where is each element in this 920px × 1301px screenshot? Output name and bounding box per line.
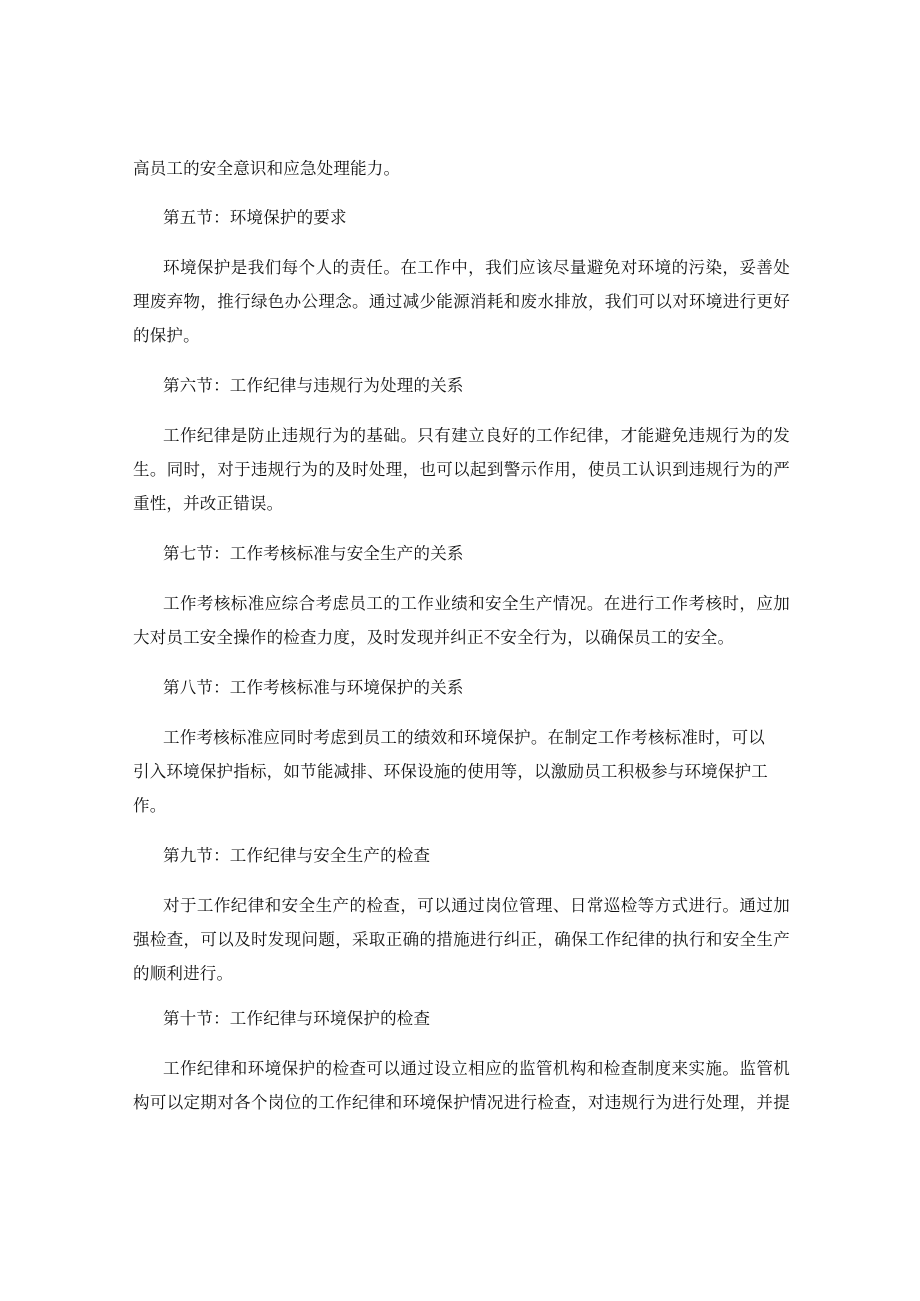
paragraph-line: 作。 bbox=[133, 796, 167, 815]
paragraph-line: 工作纪律是防止违规行为的基础。只有建立良好的工作纪律，才能避免违规行为的发 bbox=[163, 426, 790, 445]
paragraph-line: 强检查，可以及时发现问题，采取正确的措施进行纠正，确保工作纪律的执行和安全生产 bbox=[133, 930, 790, 949]
paragraph-line: 生。同时，对于违规行为的及时处理，也可以起到警示作用，使员工认识到违规行为的严 bbox=[133, 460, 790, 479]
paragraph-line: 环境保护是我们每个人的责任。在工作中，我们应该尽量避免对环境的污染，妥善处 bbox=[163, 258, 790, 277]
paragraph-line: 引入环境保护指标，如节能减排、环保设施的使用等，以激励员工积极参与环境保护工 bbox=[133, 762, 768, 781]
paragraph-line: 高员工的安全意识和应急处理能力。 bbox=[133, 159, 401, 178]
section-heading-8: 第八节：工作考核标准与环境保护的关系 bbox=[163, 678, 464, 697]
paragraph-line: 构可以定期对各个岗位的工作纪律和环境保护情况进行检查，对违规行为进行处理，并提 bbox=[133, 1093, 790, 1112]
paragraph-line: 对于工作纪律和安全生产的检查，可以通过岗位管理、日常巡检等方式进行。通过加 bbox=[163, 896, 790, 915]
paragraph-line: 重性，并改正错误。 bbox=[133, 494, 284, 513]
section-heading-5: 第五节：环境保护的要求 bbox=[163, 208, 347, 227]
paragraph-line: 的顺利进行。 bbox=[133, 964, 234, 983]
section-heading-10: 第十节：工作纪律与环境保护的检查 bbox=[163, 1009, 431, 1028]
paragraph-line: 理废弃物，推行绿色办公理念。通过减少能源消耗和废水排放，我们可以对环境进行更好 bbox=[133, 292, 790, 311]
paragraph-line: 工作纪律和环境保护的检查可以通过设立相应的监管机构和检查制度来实施。监管机 bbox=[163, 1059, 790, 1078]
section-heading-6: 第六节：工作纪律与违规行为处理的关系 bbox=[163, 376, 464, 395]
paragraph-line: 的保护。 bbox=[133, 326, 200, 345]
paragraph-line: 工作考核标准应同时考虑到员工的绩效和环境保护。在制定工作考核标准时，可以 bbox=[163, 728, 765, 747]
paragraph-line: 工作考核标准应综合考虑员工的工作业绩和安全生产情况。在进行工作考核时，应加 bbox=[163, 594, 790, 613]
section-heading-9: 第九节：工作纪律与安全生产的检查 bbox=[163, 846, 431, 865]
paragraph-line: 大对员工安全操作的检查力度，及时发现并纠正不安全行为，以确保员工的安全。 bbox=[133, 628, 735, 647]
section-heading-7: 第七节：工作考核标准与安全生产的关系 bbox=[163, 544, 464, 563]
